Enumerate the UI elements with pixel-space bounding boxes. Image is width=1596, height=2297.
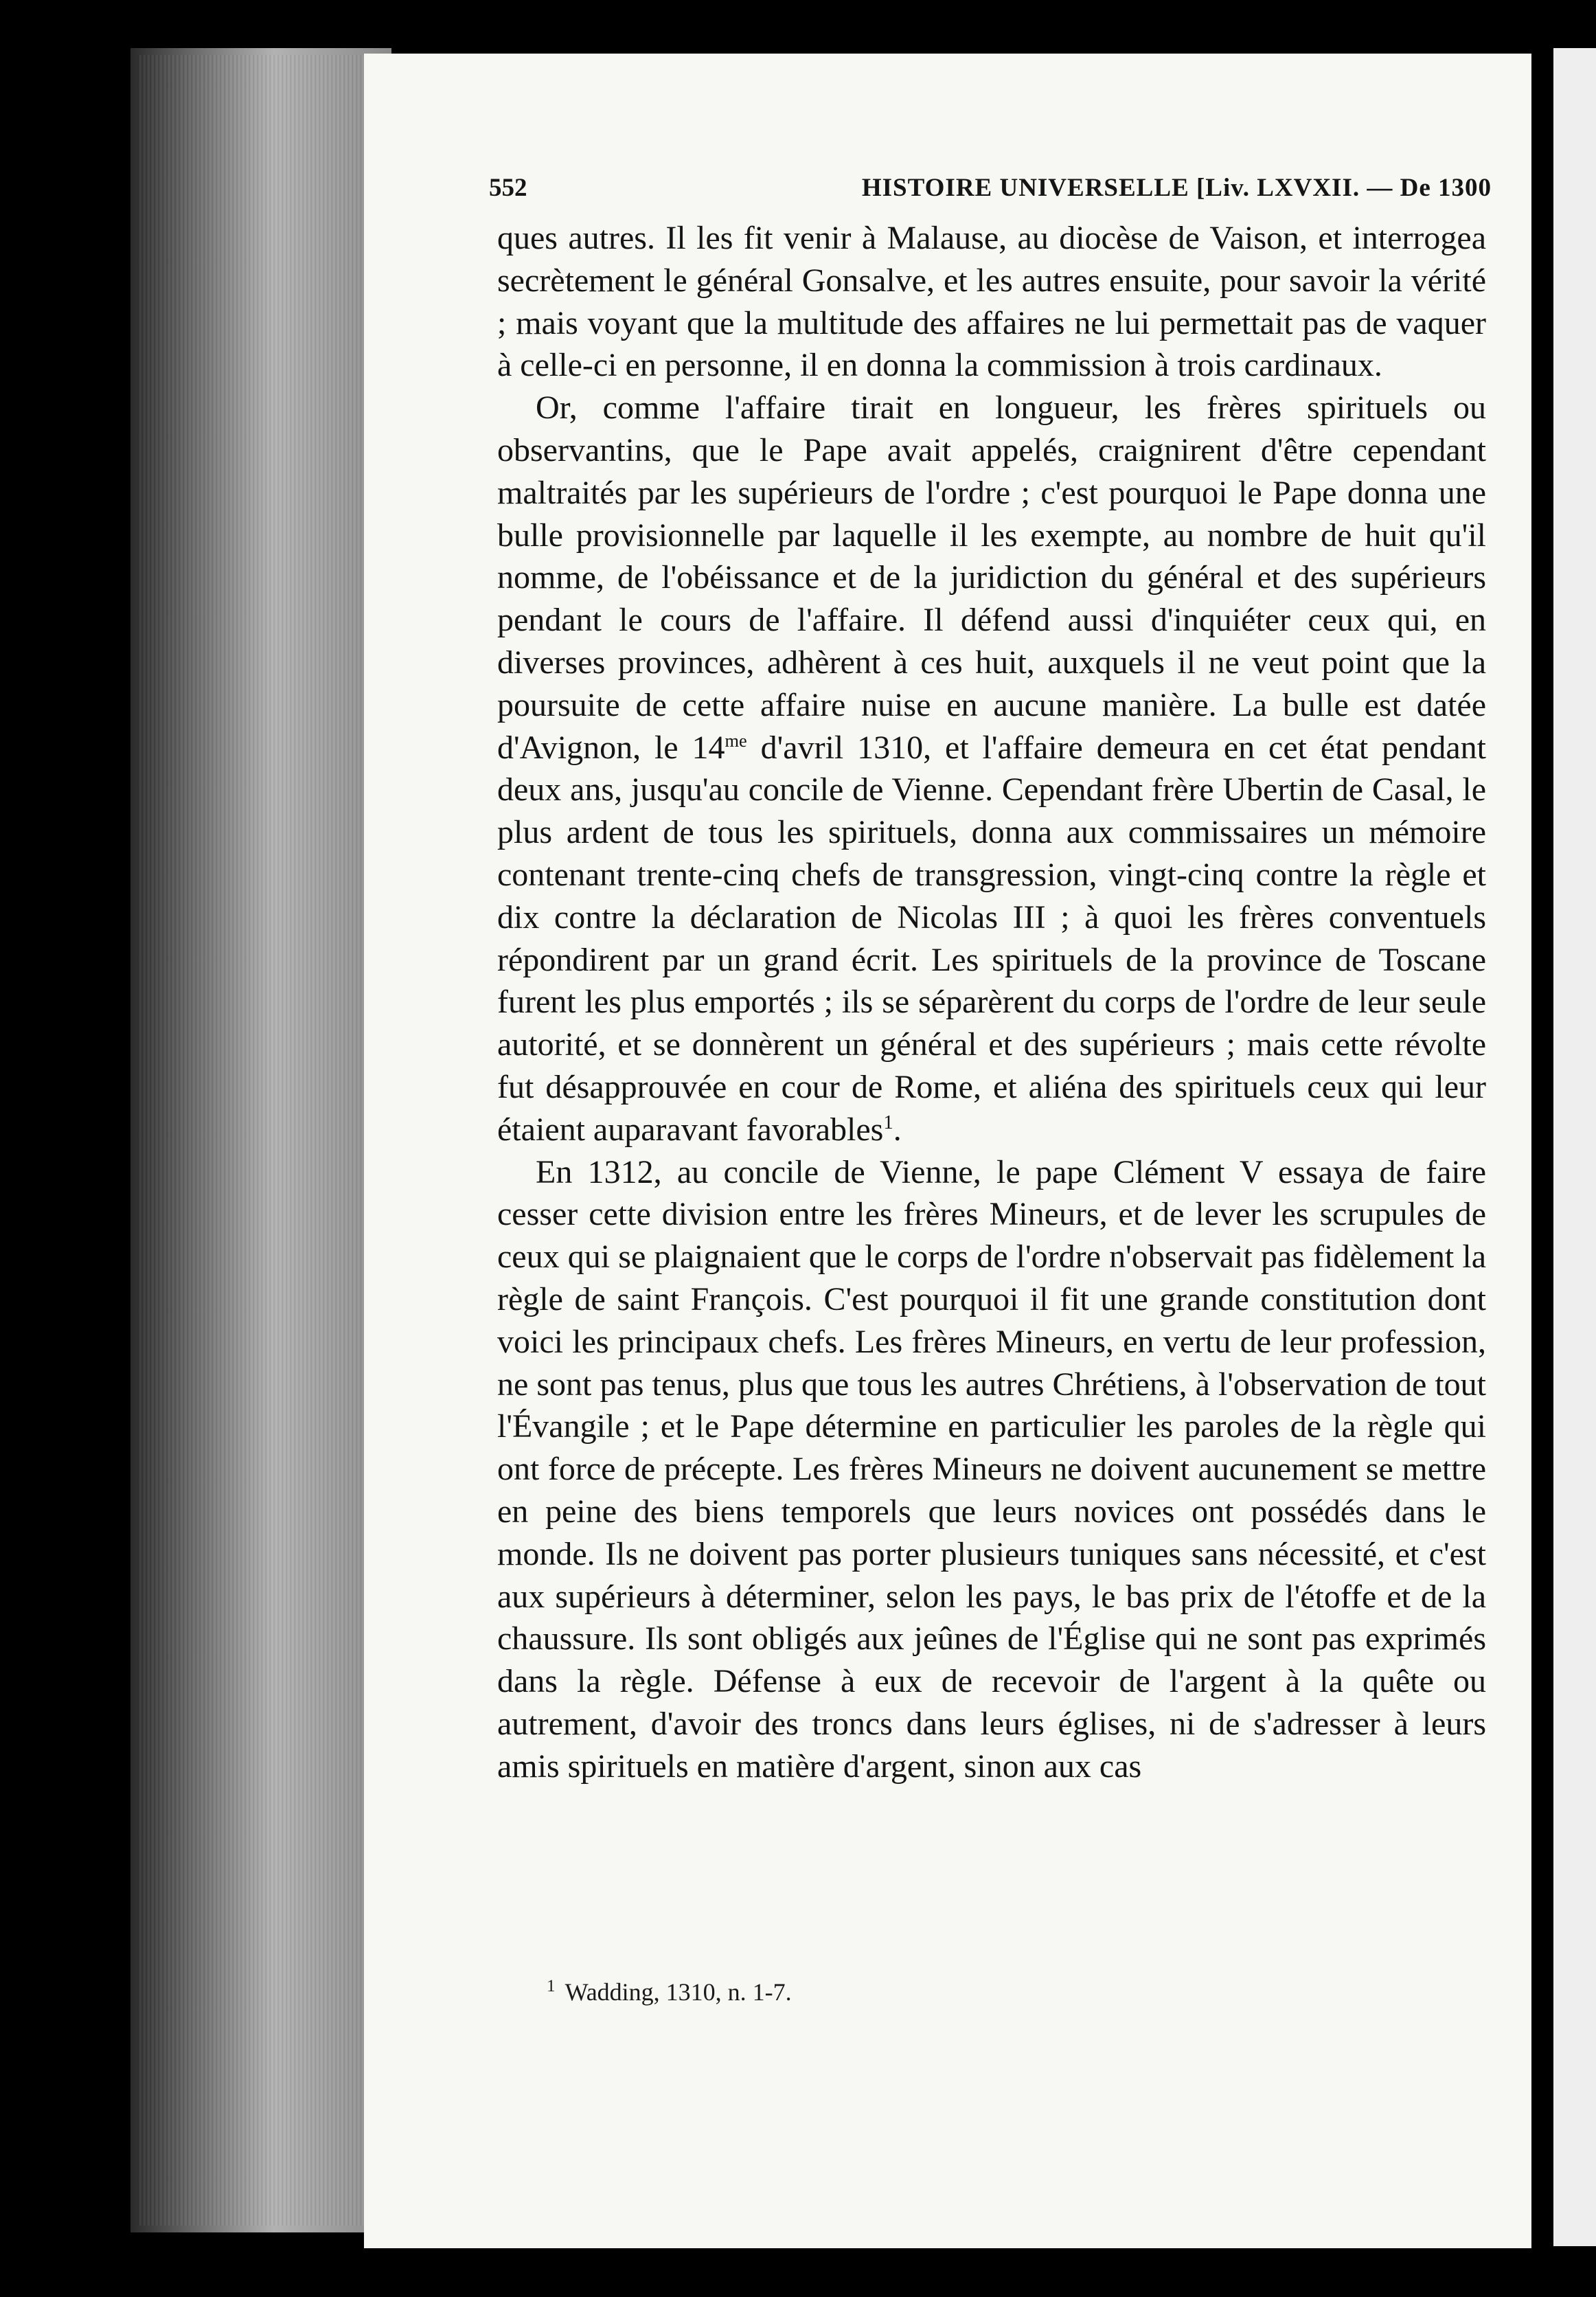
running-title: HISTOIRE UNIVERSELLE [Liv. LXVXII. — De 1300 [861, 174, 1492, 202]
paragraph-2-text-a: Or, comme l'affaire tirait en longueur, les frères spirituels ou observantins, que le Pape avait appelés, craignirent d'être cependant maltraités par les supérieurs de l'ordre ; c'est pourquoi le Pape donna une bulle provisionnelle par laquelle il les exempte, au nombre de huit qu'il nomme, de l'obéissance et de la juridiction du général et des supérieurs pendant le cours de l'affaire. Il défend aussi d'inquiéter ceux qui, en diverses provinces, adhèrent à ces huit, auxquels il ne veut point que la poursuite de cette affaire nuise en aucune manière. La bulle est datée d'Avignon, le 14 [497, 389, 1486, 766]
paragraph-1: ques autres. Il les fit venir à Malause, au diocèse de Vaison, et interrogea secrètement le général Gonsalve, et les autres ensuite, pour savoir la vérité ; mais voyant que la multitude des affaires ne lui permettait pas de vaquer à celle-ci en personne, il en donna la commission à trois cardinaux. [497, 220, 1486, 384]
footnote-number: 1 [547, 1977, 556, 1995]
page-number: 552 [489, 174, 527, 202]
footnote [547, 1977, 1371, 2006]
footnote-text: Wadding, 1310, n. 1-7. [565, 1978, 792, 2006]
paragraph-2-end: . [893, 1111, 902, 1148]
page-edge-texture [137, 55, 385, 2226]
ordinal-superscript: me [725, 729, 747, 751]
body-text [497, 217, 1486, 1787]
paragraph-3: En 1312, au concile de Vienne, le pape Clément V essaya de faire cesser cette division entre les frères Mineurs, et de lever les scrupules de ceux qui se plaignaient que le corps de l'ordre n'observait pas fidèlement la règle de saint François. C'est pourquoi il fit une grande constitution dont voici les principaux chefs. Les frères Mineurs, en vertu de leur profession, ne sont pas tenus, plus que tous les autres Chrétiens, à l'observation de tout l'Évangile ; et le Pape détermine en particulier les paroles de la règle qui ont force de précepte. Les frères Mineurs ne doivent aucunement se mettre en peine des biens temporels que leurs novices ont possédés dans le monde. Ils ne doivent pas porter plusieurs tuniques sans nécessité, et c'est aux supérieurs à déterminer, selon les pays, le bas prix de l'étoffe et de la chaussure. Ils sont obligés aux jeûnes de l'Église qui ne sont pas exprimés dans la règle. Défense à eux de recevoir de l'argent à la quête ou autrement, d'avoir des troncs dans leurs églises, ni de s'adresser à leurs amis spirituels en matière d'argent, sinon aux cas [497, 1153, 1486, 1785]
facing-page-edge [1553, 48, 1596, 2246]
paragraph-2-text-b: d'avril 1310, et l'affaire demeura en cet état pendant deux ans, jusqu'au concile de Vienne. Cependant frère Ubertin de Casal, le plus ardent de tous les spirituels, donna aux commissaires un mémoire contenant trente-cinq chefs de transgression, vingt-cinq contre la règle et dix contre la déclaration de Nicolas III ; à quoi les frères conventuels répondirent par un grand écrit. Les spirituels de la province de Toscane furent les plus emportés ; ils se séparèrent du corps de l'ordre de leur seule autorité, et se donnèrent un général et des supérieurs ; mais cette révolte fut désapprouvée en cour de Rome, et aliéna des spirituels ceux qui leur étaient auparavant favorables [497, 729, 1486, 1148]
running-header [489, 173, 1492, 214]
footnote-reference: 1 [883, 1111, 893, 1133]
paragraph-2 [497, 387, 1486, 1151]
